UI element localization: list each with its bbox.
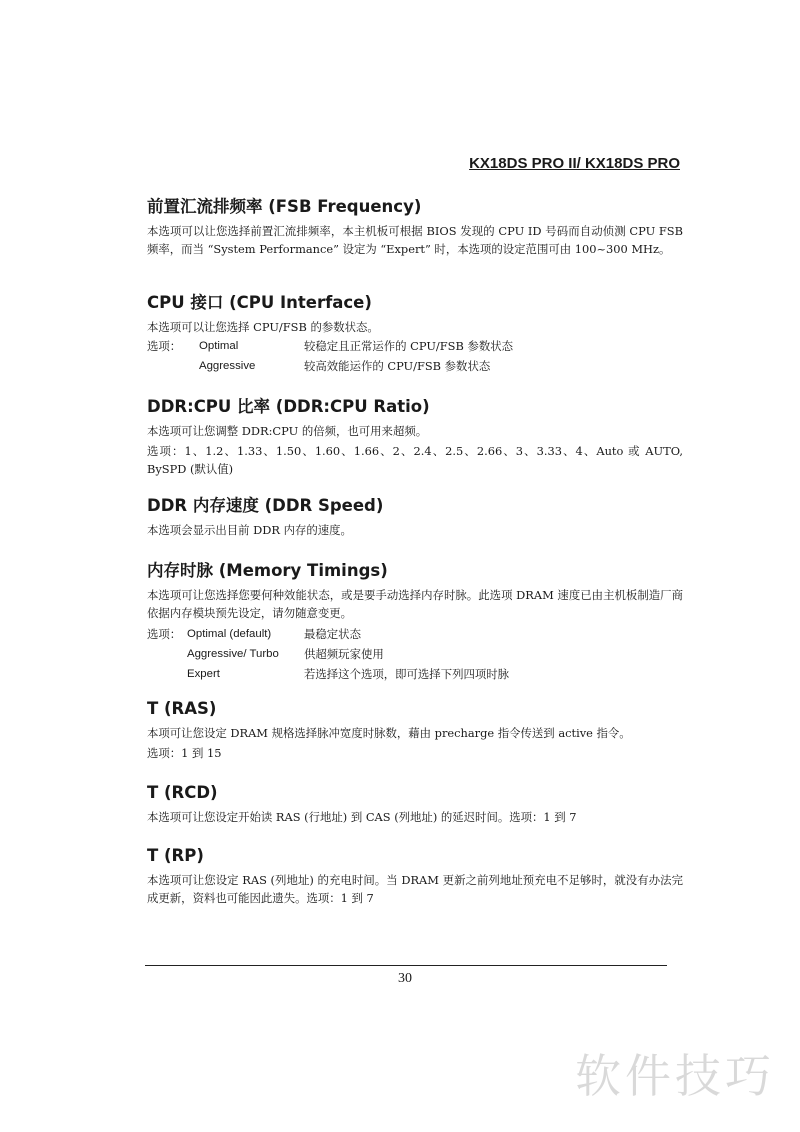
section-ddr-cpu-ratio	[147, 396, 683, 478]
options-list	[147, 336, 683, 376]
option-desc: 若选择这个选项，即可选择下列四项时脉	[304, 667, 510, 681]
section-ddr-speed	[147, 495, 683, 539]
section-options-line: 选项：1、1.2、1.33、1.50、1.60、1.66、2、2.4、2.5、2.66、3、3.33、4、Auto 或 AUTO, BySPD (默认值)	[147, 444, 683, 476]
option-name: Aggressive/ Turbo	[187, 648, 279, 660]
option-desc: 较高效能运作的 CPU/FSB 参数状态	[304, 359, 491, 373]
option-row	[147, 624, 683, 644]
section-t-rcd	[147, 782, 683, 826]
section-options-line: 选项：1 到 15	[147, 746, 222, 760]
model-header: KX18DS PRO II/ KX18DS PRO	[469, 155, 680, 172]
option-lead	[147, 356, 199, 376]
section-body: 本选项可让您设定 RAS (列地址) 的充电时间。当 DRAM 更新之前列地址预充电不足够时，就没有办法完成更新，资料也可能因此遗失。选项：1 到 7	[147, 873, 683, 905]
section-body: 本选项可以让您选择前置汇流排频率，本主机板可根据 BIOS 发现的 CPU ID 号码而自动侦测 CPU FSB 频率，而当 “System Performance” 设定为 “Expert” 时，本选项的设定范围可由 100~300 MHz。	[147, 224, 683, 256]
section-body: 本选项可让您选择您要何种效能状态，或是要手动选择内存时脉。此选项 DRAM 速度已由主机板制造厂商依据内存模块预先设定，请勿随意变更。	[147, 588, 683, 620]
option-row	[147, 664, 683, 684]
section-t-ras	[147, 698, 683, 762]
section-memory-timings	[147, 560, 683, 684]
option-row	[147, 356, 683, 376]
option-desc: 供超频玩家使用	[304, 647, 384, 661]
option-desc: 最稳定状态	[304, 627, 361, 641]
watermark: 软件技巧	[575, 1049, 775, 1103]
section-cpu-interface	[147, 292, 683, 376]
option-row	[147, 336, 683, 356]
section-body: 本选项会显示出目前 DDR 内存的速度。	[147, 523, 352, 537]
section-title: T (RAS)	[147, 699, 217, 718]
section-t-rp	[147, 845, 683, 907]
section-body: 本选项可让您调整 DDR:CPU 的倍频，也可用来超频。	[147, 424, 428, 438]
option-name: Optimal (default)	[187, 628, 272, 640]
section-title: 内存时脉 (Memory Timings)	[147, 561, 388, 580]
section-title: DDR:CPU 比率 (DDR:CPU Ratio)	[147, 397, 430, 416]
option-name: Optimal	[199, 340, 239, 352]
option-lead	[147, 664, 187, 684]
option-lead	[147, 644, 187, 664]
section-title: T (RCD)	[147, 783, 218, 802]
page-number: 30	[398, 971, 412, 986]
option-lead: 选项：	[147, 627, 182, 641]
option-name: Expert	[187, 668, 220, 680]
section-title: CPU 接口 (CPU Interface)	[147, 293, 372, 312]
section-body: 本选项可以让您选择 CPU/FSB 的参数状态。	[147, 320, 379, 334]
section-body: 本选项可让您设定开始读 RAS (行地址) 到 CAS (列地址) 的延迟时间。选项：1 到 7	[147, 810, 577, 824]
option-lead: 选项：	[147, 339, 182, 353]
option-desc: 较稳定且正常运作的 CPU/FSB 参数状态	[304, 339, 514, 353]
footer-divider	[145, 965, 667, 966]
section-body: 本项可让您设定 DRAM 规格选择脉冲宽度时脉数，藉由 precharge 指令传送到 active 指令。	[147, 726, 631, 740]
section-title: T (RP)	[147, 846, 204, 865]
section-title: DDR 内存速度 (DDR Speed)	[147, 496, 384, 515]
option-name: Aggressive	[199, 360, 256, 372]
options-list	[147, 624, 683, 684]
option-row	[147, 644, 683, 664]
section-fsb-frequency	[147, 196, 683, 258]
section-title: 前置汇流排频率 (FSB Frequency)	[147, 197, 422, 216]
